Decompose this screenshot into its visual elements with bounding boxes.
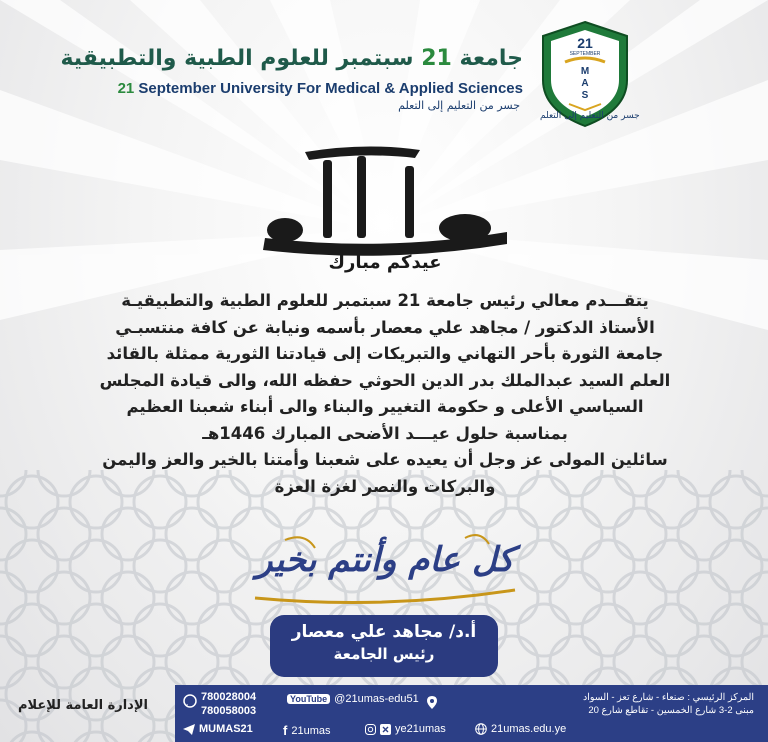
- message-line: جامعة الثورة بأحر التهاني والتبريكات إلى قيادتنا الثورية ممثلة بالقائد: [106, 344, 664, 363]
- message-line: الأستاذ الدكتور / مجاهد علي معصار بأسمه ونيابة عن كافة منتسبـي: [115, 317, 655, 337]
- whatsapp-icon: [183, 694, 197, 708]
- globe-icon: [475, 723, 487, 735]
- message-line: السياسي الأعلى و حكومة التغيير والبناء والى أبناء شعبنا العظيم: [126, 397, 644, 416]
- telegram-icon: [183, 724, 195, 735]
- university-name-english: 21 September University For Medical & Applied Sciences: [117, 80, 523, 97]
- university-name-arabic: جامعة 21 سبتمبر للعلوم الطبية والتطبيقية: [60, 46, 523, 71]
- website-link[interactable]: 21umas.edu.ye: [475, 723, 566, 735]
- address: المركز الرئيسي : صنعاء - شارع تعز - السواد مبنى 2-3 شارع الخمسين - تقاطع شارع 20: [582, 692, 754, 716]
- message-line: سائلين المولى عز وجل أن يعيده على شعبنا وأمتنا بالخير والعز واليمن: [102, 450, 668, 469]
- facebook-icon: f: [283, 723, 288, 738]
- message-line: والبركات والنصر لغزة العزة: [274, 476, 496, 496]
- message-body: [80, 288, 690, 500]
- x-social-link[interactable]: ye21umas: [365, 723, 446, 735]
- signature-title: رئيس الجامعة: [333, 645, 435, 663]
- media-department: الإدارة العامة للإعلام: [18, 698, 148, 713]
- phone-numbers[interactable]: 780028004 780058003: [201, 691, 257, 717]
- logo-letter-s: S: [581, 90, 589, 101]
- logo-number: 21: [577, 35, 593, 51]
- university-slogan: جسر من التعليم إلى التعلم: [398, 99, 520, 112]
- signature-box: [270, 615, 498, 677]
- eid-greeting-calligraphy: [245, 140, 525, 275]
- instagram-icon: [365, 724, 376, 735]
- telegram-link[interactable]: MUMAS21: [183, 723, 253, 735]
- youtube-link[interactable]: YouTube @21umas-edu51: [287, 693, 419, 705]
- signature-name: أ.د/ مجاهد علي معصار: [291, 622, 477, 642]
- message-line: العلم السيد عبدالملك بدر الدين الحوثي حفظه الله، والى قيادة المجلس: [99, 370, 671, 390]
- logo-letter-m: M: [580, 66, 590, 77]
- youtube-icon: YouTube: [287, 694, 330, 704]
- logo-letter-a: A: [581, 78, 589, 89]
- contact-footer: [175, 685, 768, 742]
- message-line: بمناسبة حلول عيـــد الأضحى المبارك 1446هـ: [202, 423, 568, 443]
- eid-title-text: عيدكم مبارك: [328, 252, 442, 273]
- logo-slogan: جسر من التعليم إلى التعلم: [540, 111, 640, 121]
- logo-month: SEPTEMBER: [569, 51, 601, 57]
- facebook-link[interactable]: f 21umas: [283, 723, 331, 738]
- greeting-text: كل عام وأنتم بخير: [256, 540, 514, 580]
- location-pin-icon: [427, 696, 437, 709]
- x-icon: [380, 724, 391, 735]
- message-line: يتقـــدم معالي رئيس جامعة 21 سبتمبر للعلوم الطبية والتطبيقيـة: [121, 291, 649, 310]
